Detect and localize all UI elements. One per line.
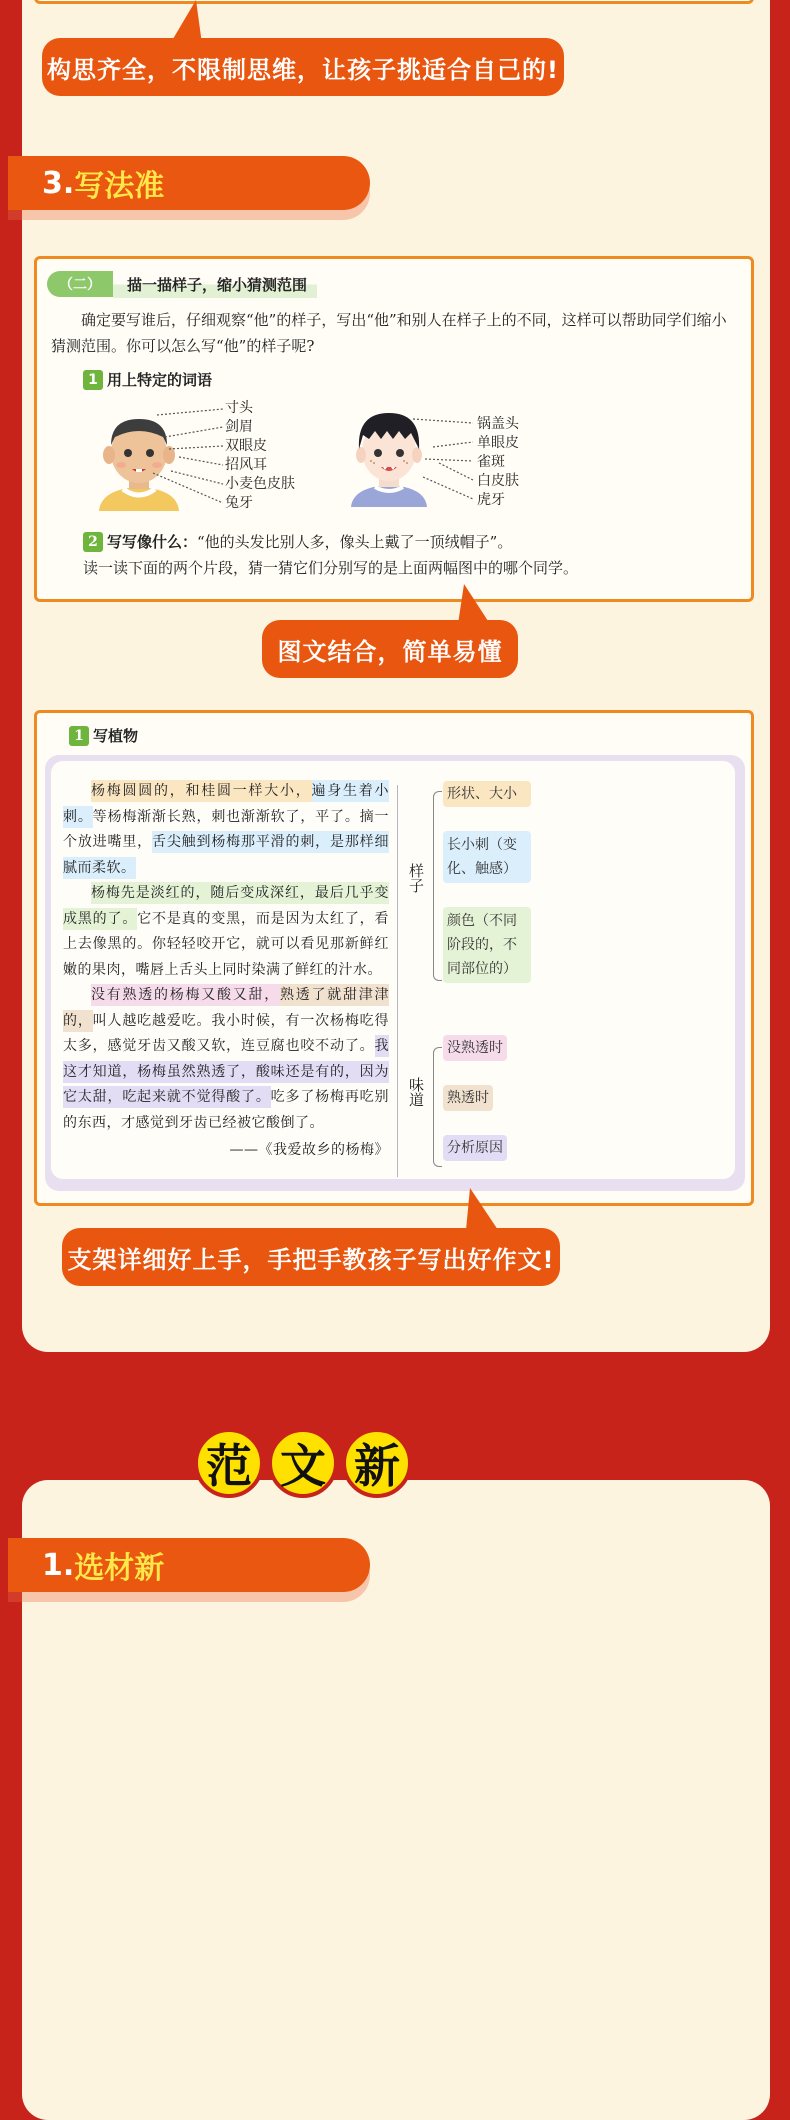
tag-unripe: 没熟透时 [443, 1035, 507, 1061]
banner-graphic-text: 图文结合，简单易懂 [262, 620, 518, 678]
sub-label: 写写像什么： [107, 533, 198, 551]
label-baipifu: 白皮肤 [477, 473, 519, 489]
method-card-1 [34, 256, 754, 602]
top-banner: 构思齐全，不限制思维，让孩子挑适合自己的! [42, 38, 564, 96]
highlight-ripe: 熟透了就甜津津的， [63, 984, 389, 1032]
highlight-reason: 我这才知道，杨梅虽然熟透了，酸味还是有的，因为它太甜，吃起来就不觉得酸了。 [63, 1035, 389, 1108]
section-header-1 [8, 1538, 370, 1592]
group-bracket [433, 791, 442, 981]
title-char-wen: 文 [268, 1428, 338, 1498]
subheading-2 [83, 531, 512, 552]
paragraph-2 [63, 881, 389, 983]
sub-example: “他的头发比别人多，像头上戴了一顶绒帽子”。 [197, 533, 513, 551]
tag-color: 颜色（不同阶段的，不同部位的） [443, 907, 531, 983]
tag-reason: 分析原因 [443, 1135, 507, 1161]
source-citation: ——《我爱故乡的杨梅》 [229, 1142, 389, 1158]
highlight-unripe: 没有熟透的杨梅又酸又甜， [91, 984, 280, 1006]
label-queban: 雀斑 [477, 454, 505, 470]
title-char-xin: 新 [342, 1428, 412, 1498]
highlight-touch: 舌尖触到杨梅那平滑的刺，是那样细腻而柔软。 [63, 831, 389, 879]
label-danyanpi: 单眼皮 [477, 435, 519, 451]
tag-ripe: 熟透时 [443, 1085, 493, 1111]
highlight-color: 杨梅先是淡红的，随后变成深红，最后几乎变成黑的了。 [63, 882, 389, 930]
banner-tail [458, 584, 490, 624]
section-number: 3. [42, 165, 75, 201]
intro-paragraph: 确定要写谁后，仔细观察“他”的样子，写出“他”和别人在样子上的不同，这样可以帮助同学们缩小猜测范围。你可以怎么写“他”的样子呢? [51, 311, 727, 355]
highlight-shape: 杨梅圆圆的，和桂圆一样大小， [91, 780, 312, 802]
banner-tail [466, 1188, 498, 1230]
sub-number-badge: 2 [83, 532, 103, 552]
subheading-plant [69, 725, 138, 746]
title-badges [194, 1428, 412, 1498]
sub-label: 写植物 [93, 727, 139, 745]
group-label-appearance: 样子 [407, 863, 425, 893]
highlight-thorn: 遍身生着小刺。 [63, 780, 389, 828]
label-zhaofenger: 招风耳 [225, 457, 267, 473]
paragraph-1 [63, 779, 389, 881]
label-jianmei: 剑眉 [225, 419, 253, 435]
section-title: 写法准 [74, 169, 165, 204]
tag-thorns: 长小刺（变化、触感） [443, 831, 531, 883]
divider [397, 785, 398, 1177]
plain-text: 等杨梅渐渐长熟，刺也渐渐软了，平了。摘一个放进嘴里， [63, 808, 390, 850]
group-label-taste: 味道 [407, 1077, 425, 1107]
method-card-2 [34, 710, 754, 1206]
section-title: 选材新 [74, 1551, 165, 1586]
left-label-list [225, 399, 295, 513]
label-xiaomaise: 小麦色皮肤 [225, 476, 295, 492]
group-bracket [433, 1047, 442, 1167]
banner-scaffold: 支架详细好上手，手把手教孩子写出好作文! [62, 1228, 560, 1286]
plain-text: 叫人越吃越爱吃。我小时候，有一次杨梅吃得太多，感觉牙齿又酸又软，连豆腐也咬不动了。 [63, 1012, 390, 1054]
paragraph-3 [63, 983, 389, 1136]
label-guogaitou: 锅盖头 [477, 416, 519, 432]
tag-shape-size: 形状、大小 [443, 781, 531, 807]
example-text [63, 779, 389, 1164]
label-tuya: 兔牙 [225, 495, 253, 511]
plain-text: 它不是真的变黑，而是因为太红了，看上去像黑的。你轻轻咬开它，就可以看见那新鲜红嫩的果肉，嘴唇上舌头上同时染满了鲜红的汁水。 [63, 910, 390, 978]
card-heading [47, 271, 317, 297]
label-shuangyanpi: 双眼皮 [225, 438, 267, 454]
label-cuntou: 寸头 [225, 400, 253, 416]
plain-text: 吃多了杨梅再吃别的东西，才感觉到牙齿已经被它酸倒了。 [63, 1089, 390, 1131]
right-label-list [477, 415, 519, 510]
subheading-1 [83, 369, 212, 390]
sub-number-badge: 1 [69, 726, 89, 746]
reading-prompt: 读一读下面的两个片段，猜一猜它们分别写的是上面两幅图中的哪个同学。 [83, 559, 579, 577]
title-char-fan: 范 [194, 1428, 264, 1498]
heading-text: 描一描样子，缩小猜测范围 [113, 271, 317, 298]
label-huya: 虎牙 [477, 492, 505, 508]
section-number: 1. [42, 1547, 75, 1583]
left-pointer-lines [147, 405, 227, 515]
previous-card-edge [34, 0, 754, 4]
heading-tag: （二） [47, 271, 113, 297]
sub-number-badge: 1 [83, 370, 103, 390]
section-header-3 [8, 156, 370, 210]
sub-label: 用上特定的词语 [107, 371, 213, 389]
